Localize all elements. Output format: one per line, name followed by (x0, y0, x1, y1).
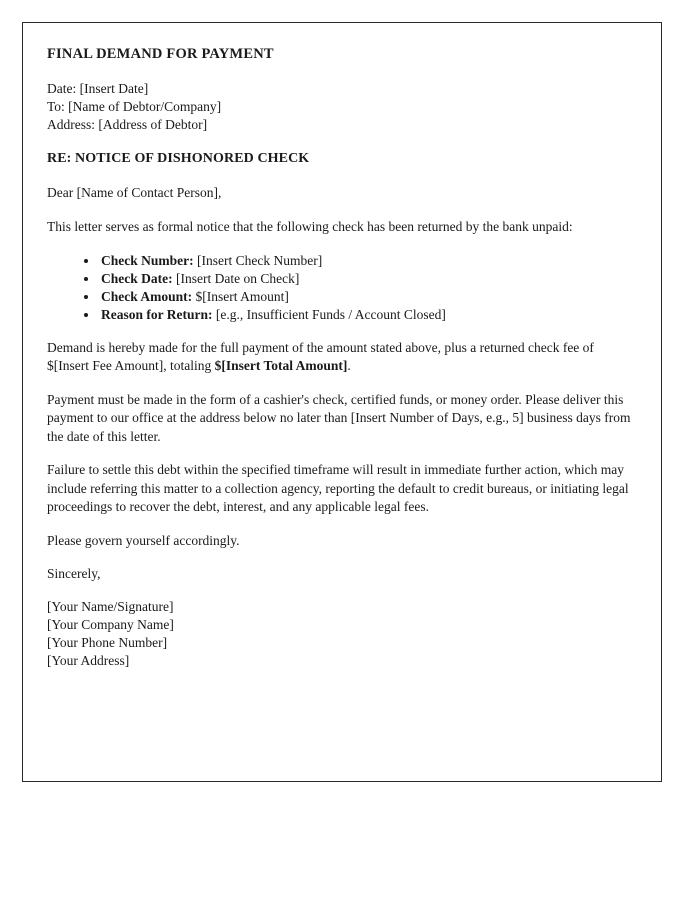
closing-salutation: Sincerely, (47, 566, 101, 582)
detail-value: [e.g., Insufficient Funds / Account Closed] (215, 306, 446, 322)
detail-value: [Insert Date on Check] (175, 270, 300, 286)
detail-label: Check Number: (101, 252, 194, 268)
subject-heading: RE: NOTICE OF DISHONORED CHECK (47, 151, 310, 167)
address-line: Address: [Address of Debtor] (47, 117, 208, 133)
signature-company: [Your Company Name] (47, 617, 174, 633)
list-item (99, 288, 637, 306)
list-item (99, 306, 637, 324)
date-line: Date: [Insert Date] (47, 81, 149, 97)
signature-name: [Your Name/Signature] (47, 599, 174, 615)
detail-value: $[Insert Amount] (195, 288, 289, 304)
detail-value: [Insert Check Number] (197, 252, 323, 268)
list-item (99, 270, 637, 288)
salutation: Dear [Name of Contact Person], (47, 185, 222, 201)
demand-total-amount: $[Insert Total Amount] (214, 358, 348, 374)
demand-lead-text: Demand is hereby made for the full payment of the amount stated above, plus a returned check fee of $[Insert Fee Amount], totaling (47, 339, 594, 374)
detail-label: Reason for Return: (101, 306, 213, 322)
intro-paragraph: This letter serves as formal notice that the following check has been returned by the bank unpaid: (47, 219, 573, 235)
document-body (23, 23, 661, 670)
list-item (99, 252, 637, 270)
signature-block (47, 598, 637, 670)
demand-trailing-text: . (347, 358, 351, 374)
demand-paragraph (47, 339, 637, 376)
failure-consequences-paragraph: Failure to settle this debt within the specified timeframe will result in immediate further action, which may include referring this matter to a collection agency, reporting the default to credit bureaus, or initiating legal proceedings to recover the debt, interest, and any applicable legal fees. (47, 462, 629, 515)
letter-metadata (47, 80, 637, 134)
recipient-line: To: [Name of Debtor/Company] (47, 99, 222, 115)
check-details-list (47, 252, 637, 324)
document-page (22, 22, 662, 782)
signature-phone: [Your Phone Number] (47, 635, 168, 651)
page-title: FINAL DEMAND FOR PAYMENT (47, 46, 274, 62)
payment-instructions-paragraph: Payment must be made in the form of a cashier's check, certified funds, or money order. Please deliver this payment to our office at the address below no later than [Insert Number of Days, e.g., 5] business days from the date of this letter. (47, 391, 631, 444)
signature-address: [Your Address] (47, 653, 130, 669)
govern-accordingly-paragraph: Please govern yourself accordingly. (47, 532, 240, 548)
detail-label: Check Amount: (101, 288, 193, 304)
detail-label: Check Date: (101, 270, 173, 286)
